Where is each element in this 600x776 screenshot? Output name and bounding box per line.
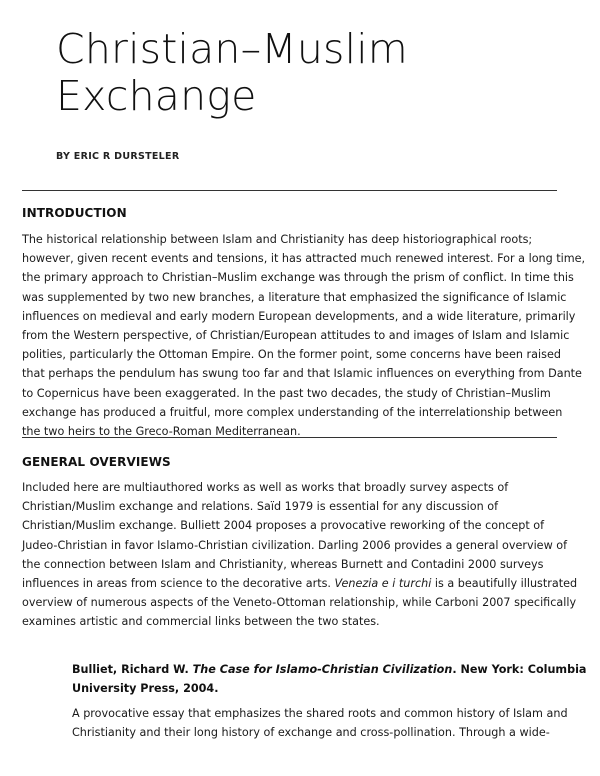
italic-title: Venezia e i turchi bbox=[334, 577, 432, 591]
text-line: overview of numerous aspects of the Veneto-Ottoman relationship, while Carboni 2007 specifically bbox=[22, 596, 577, 610]
text-line: A provocative essay that emphasizes the shared roots and common history of Islam and bbox=[72, 707, 568, 720]
introduction-paragraph bbox=[22, 230, 586, 441]
text-line: Included here are multiauthored works as well as works that broadly survey aspects of bbox=[22, 481, 509, 494]
text-line: that perhaps the pendulum has swung too far and that Islamic influences on everything from Dante bbox=[22, 367, 582, 381]
text-line: however, given recent events and tensions, it has attracted much renewed interest. For a long time, bbox=[22, 252, 586, 266]
text-line: polities, particularly the Ottoman Empire. On the former point, some concerns have been raised bbox=[22, 348, 561, 362]
title-line-1: Christian–Muslim bbox=[56, 25, 408, 73]
citation-line bbox=[72, 660, 587, 679]
section-divider bbox=[22, 437, 557, 438]
text-line: Christian/Muslim exchange and relations. Saïd 1979 is essential for any discussion of bbox=[22, 500, 499, 514]
text-line: Christian/Muslim exchange. Bulliett 2004 proposes a provocative reworking of the concept of bbox=[22, 519, 545, 533]
document-title bbox=[56, 26, 576, 120]
text-line: the connection between Islam and Christianity, whereas Burnett and Contadini 2000 surveys bbox=[22, 557, 544, 571]
text-line bbox=[22, 574, 578, 593]
title-line-2: Exchange bbox=[56, 72, 257, 120]
text-segment: influences in areas from science to the decorative arts. bbox=[22, 577, 335, 591]
citation-publisher: . New York: Columbia bbox=[452, 663, 587, 676]
introduction-heading: INTRODUCTION bbox=[22, 206, 127, 220]
text-line: the two heirs to the Greco-Roman Mediterranean. bbox=[22, 425, 301, 439]
section-divider bbox=[22, 190, 557, 191]
text-line: the primary approach to Christian–Muslim exchange was through the prism of conflict. In time this bbox=[22, 271, 574, 285]
general-overviews-heading: GENERAL OVERVIEWS bbox=[22, 455, 171, 469]
bibliography-citation bbox=[72, 660, 587, 698]
text-line: Christianity and their long history of exchange and cross-pollination. Through a wide- bbox=[72, 726, 550, 740]
text-line: to Copernicus have been exaggerated. In the past two decades, the study of Christian–Muslim bbox=[22, 386, 551, 400]
text-line: was supplemented by two new branches, a literature that emphasized the significance of Islamic bbox=[22, 290, 567, 304]
text-line: exchange has produced a fruitful, more complex understanding of the interrelationship between bbox=[22, 405, 563, 419]
text-line: The historical relationship between Islam and Christianity has deep historiographical roots; bbox=[22, 233, 533, 246]
citation-author: Bulliet, Richard W. bbox=[72, 663, 193, 676]
bibliography-annotation bbox=[72, 704, 568, 742]
text-line: influences on medieval and early modern European developments, and a wide literature, primarily bbox=[22, 309, 576, 323]
general-overviews-paragraph bbox=[22, 478, 578, 632]
author-byline: BY ERIC R DURSTELER bbox=[56, 151, 180, 162]
text-line: examines artistic and commercial links between the two states. bbox=[22, 615, 380, 629]
text-segment: is a beautifully illustrated bbox=[431, 577, 578, 591]
text-line: Judeo-Christian in favor Islamo-Christian civilization. Darling 2006 provides a general overview of bbox=[22, 538, 568, 552]
citation-title: The Case for Islamo-Christian Civilization bbox=[192, 663, 453, 676]
citation-line: University Press, 2004. bbox=[72, 682, 219, 696]
text-line: from the Western perspective, of Christian/European attitudes to and images of Islam and Islamic bbox=[22, 329, 570, 343]
